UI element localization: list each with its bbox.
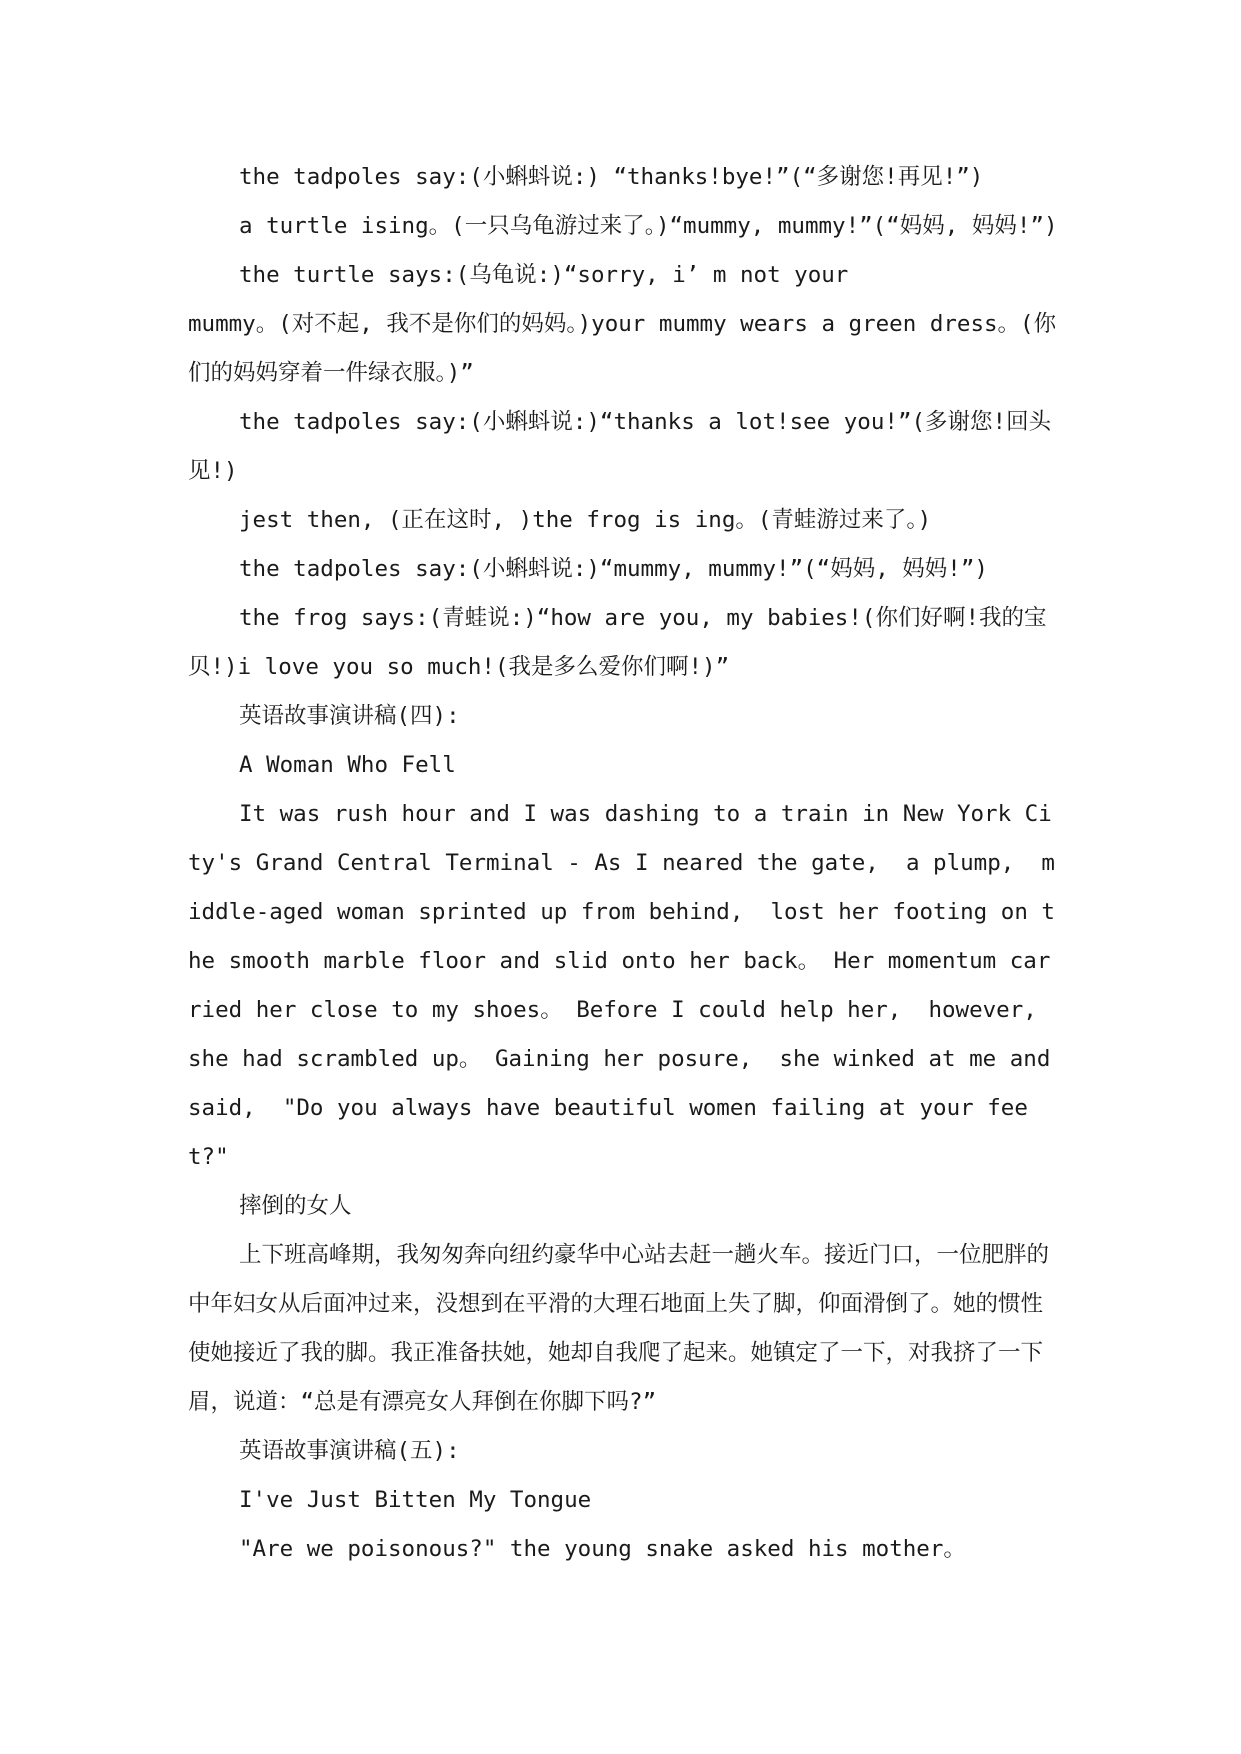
paragraph-frog-says: the frog says:(青蛙说:)“how are you, my babies!(你们好啊!我的宝贝!)i love you so much!(我是多么爱你们啊!)”: [188, 605, 1047, 680]
paragraph-woman-who-fell-english: It was rush hour and I was dashing to a train in New York City's Grand Central Terminal - As I neared the gate, a plump, middle-aged woman sprinted up from behind, lost her footing on the smooth marble floor and slid onto her back。 Her momentum carried her close to my shoes。 Before I could help her, however, she had scrambled up。 Gaining her posure, she winked at me and said, "Do you always have beautiful women failing at your feet?": [188, 801, 1064, 1170]
section-heading-5: 英语故事演讲稿(五):: [239, 1438, 460, 1464]
paragraph-woman-who-fell-chinese: 上下班高峰期，我匆匆奔向纽约豪华中心站去赶一趟火车。接近门口，一位肥胖的中年妇女从后面冲过来，没想到在平滑的大理石地面上失了脚，仰面滑倒了。她的惯性使她接近了我的脚。我正准备扶她，她却自我爬了起来。她镇定了一下，对我挤了一下眉，说道：“总是有漂亮女人拜倒在你脚下吗?”: [188, 1242, 1050, 1415]
paragraph-tadpoles-see-you: the tadpoles say:(小蝌蚪说:)“thanks a lot!see you!”(多谢您!回头见!): [188, 409, 1052, 484]
paragraph-poisonous-question: "Are we poisonous?" the young snake asked his mother。: [239, 1536, 966, 1562]
story-title-bitten-tongue: I've Just Bitten My Tongue: [239, 1487, 592, 1513]
story-title-woman-who-fell: A Woman Who Fell: [239, 752, 456, 778]
document-body: [188, 153, 1064, 1574]
paragraph-tadpoles-thanks: the tadpoles say:(小蝌蚪说:) “thanks!bye!”(“多谢您!再见!”): [239, 164, 984, 190]
story-title-chinese: 摔倒的女人: [239, 1193, 352, 1219]
paragraph-tadpoles-mummy: the tadpoles say:(小蝌蚪说:)“mummy, mummy!”(“妈妈, 妈妈!”): [239, 556, 988, 582]
paragraph-frog-coming: jest then, (正在这时, )the frog is ing。(青蛙游过来了。): [239, 507, 932, 533]
section-heading-4: 英语故事演讲稿(四):: [239, 703, 460, 729]
paragraph-turtle-swimming: a turtle ising。(一只乌龟游过来了。)“mummy, mummy!”(“妈妈, 妈妈!”): [239, 213, 1058, 239]
paragraph-turtle-says: the turtle says:(乌龟说:)“sorry, i’ m not your: [239, 262, 849, 288]
paragraph-green-dress: mummy。(对不起, 我不是你们的妈妈。)your mummy wears a green dress。(你们的妈妈穿着一件绿衣服。)”: [188, 311, 1057, 386]
